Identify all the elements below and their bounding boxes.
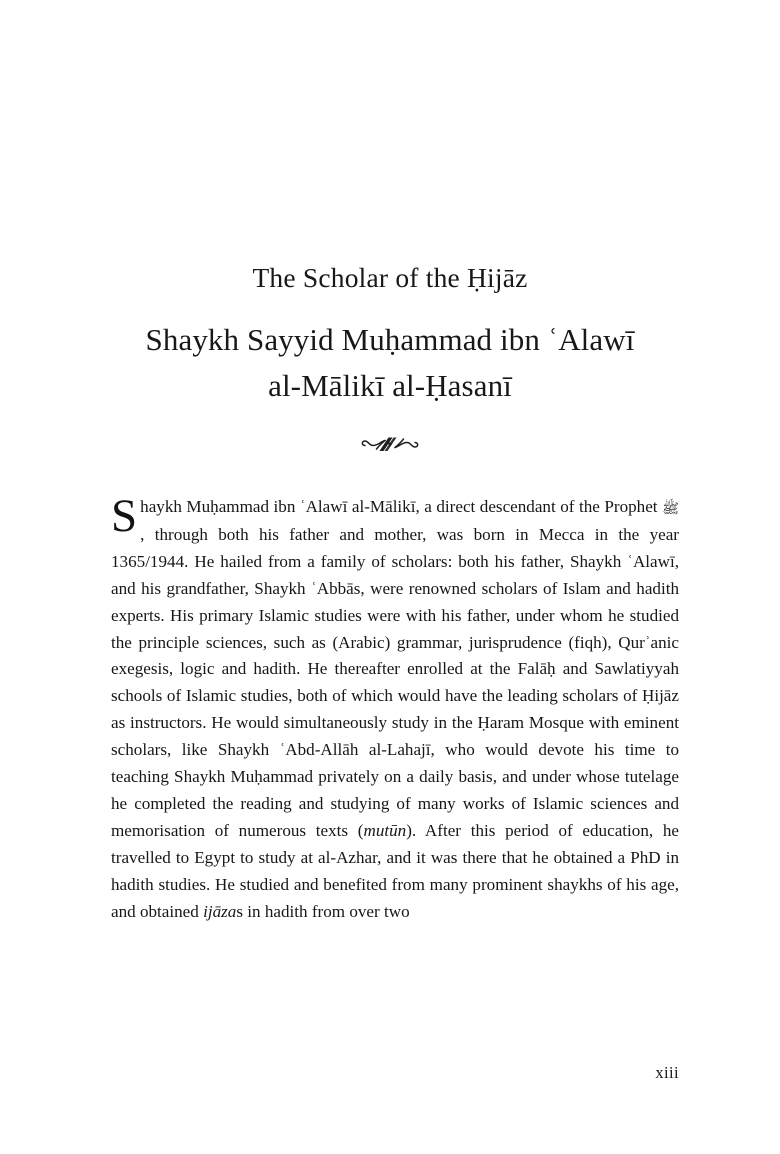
body-text-flow <box>111 497 679 921</box>
body-text-run: s in hadith from over two <box>236 901 410 921</box>
italic-term: ijāza <box>203 901 237 921</box>
body-text-run: haykh Muḥammad ibn ʿAlawī al-Mālikī, a direct descendant of the Prophet <box>140 497 663 516</box>
body-paragraph <box>111 490 679 926</box>
prophet-honorific-glyph: ﷺ <box>662 501 679 517</box>
chapter-kicker: The Scholar of the Ḥijāz <box>252 262 528 293</box>
flourish-ornament-icon <box>359 433 421 455</box>
chapter-title-line-2: al-Mālikī al-Ḥasanī <box>268 368 512 403</box>
italic-term: mutūn <box>363 820 407 840</box>
flourish-ornament <box>0 433 780 463</box>
page-title <box>0 317 780 409</box>
body-text-run: ). After this period of education, he travelled to Egypt to study at al-Azhar, and it was there that he obtained a PhD in hadith studies. He studied and benefited from many prominent shaykhs of his age, and obtained <box>111 820 679 921</box>
chapter-title-line-1: Shaykh Sayyid Muḥammad ibn ʿAlawī <box>145 322 635 357</box>
page-number: xiii <box>655 1063 679 1082</box>
body-text-run: , through both his father and mother, was born in Mecca in the year 1365/1944. He hailed from a family of scholars: both his father, Shaykh ʿAlawī, and his grandfather, Shaykh ʿAbbās, were renowned scholars of Islam and hadith experts. His primary Islamic studies were with his father, under whom he studied the principle sciences, such as (Arabic) grammar, jurisprudence (fiqh), Qurʾanic exegesis, logic and hadith. He thereafter enrolled at the Falāḥ and Sawlatiyyah schools of Islamic studies, both of which would have the leading scholars of Ḥijāz as instructors. He would simultaneously study in the Ḥaram Mosque with eminent scholars, like Shaykh ʿAbd-Allāh al-Lahajī, who would devote his time to teaching Shaykh Muḥammad privately on a daily basis, and under whose tutelage he completed the reading and studying of many works of Islamic sciences and memorisation of numerous texts ( <box>111 524 679 840</box>
chapter-title-block <box>0 258 780 409</box>
body-paragraph-container <box>111 490 679 926</box>
drop-cap: S <box>111 490 138 542</box>
